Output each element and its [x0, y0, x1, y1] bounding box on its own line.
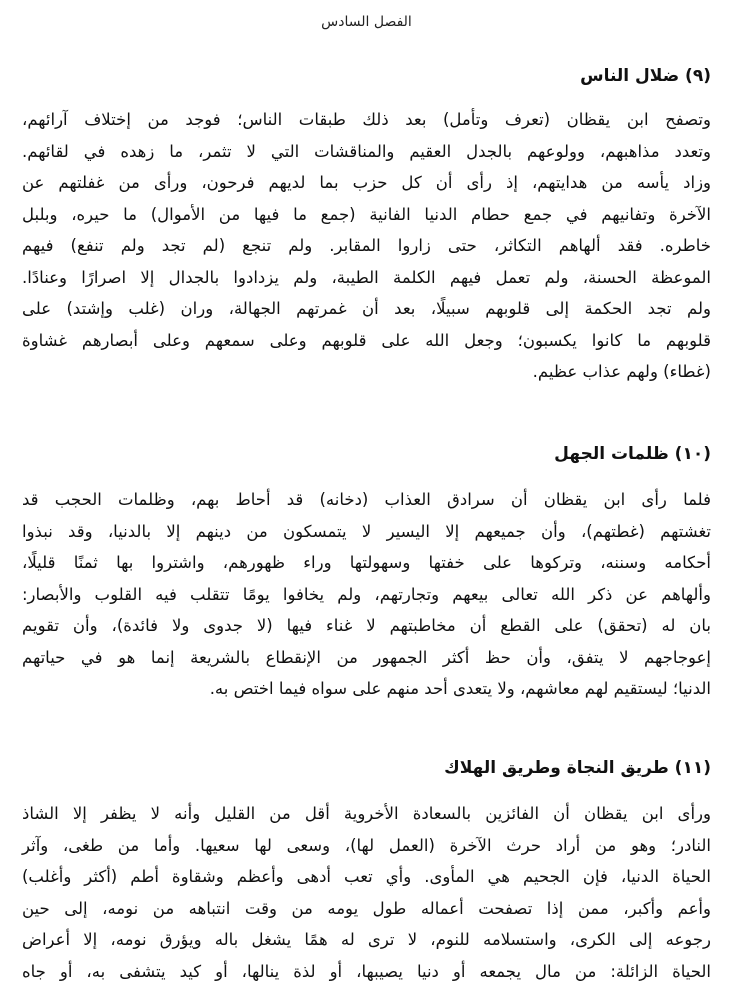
text-line: الدنيا؛ ليستقيم لهم معاشهم، ولا يتعدى أحد منهم على سواه فيما اختص به.: [209, 679, 711, 698]
section-heading: (١٠) ظلمات الجهل: [554, 444, 711, 464]
text-line: وألهاهم عن ذكر الله تعالى بيعهم وتجارتهم، ولم يخافوا يومًا تتقلب فيه القلوب والأبصار:: [22, 584, 711, 604]
text-line: أحكامه وسننه، وتركوها على خفتها وسهولتها وراء ظهورهم، واشتروا بها ثمنًا قليلًا،: [22, 553, 711, 572]
section-11: [22, 756, 711, 987]
text-line: تغشتهم (غطتهم)، وأن جميعهم إلا اليسير لا يتمسكون من دينهم إلا بالدنيا، وقد نبذوا: [22, 521, 711, 541]
text-line: ورأى ابن يقظان أن الفائزين بالسعادة الأخروية أقل من القليل وأنه لا يظفر إلا الشاذ: [22, 804, 711, 823]
text-line: الآخرة وتفانيهم في جمع حطام الدنيا الفانية (جمع ما فيها من الأموال) ما حيره، وبلبل: [22, 204, 711, 224]
section-body: [22, 484, 711, 705]
text-line: فلما رأى ابن يقظان أن سرادق العذاب (دخانه) قد أحاط بهم، وظلمات الحجب قد: [22, 490, 711, 509]
section-heading: (١١) طريق النجاة وطريق الهلاك: [444, 758, 711, 778]
text-line: خاطره. فقد ألهاهم التكاثر، حتى زاروا المقابر. ولم تنجع (لم تجد ولم تنفع) فيهم: [22, 236, 711, 255]
text-line: ولم تجد الحكمة إلى قلوبهم سبيلًا، بعد أن غمرتهم الجهالة، وران (غلب وإشتد) على: [22, 299, 711, 318]
text-line: رجوعه إلى الكرى، واستسلامه للنوم، لا ترى له همًا يشغل باله ويؤرق نومه، إلا أعراض: [22, 930, 711, 949]
text-line: بان له (تحقق) على القطع أن مخاطبتهم لا غناء فيها (لا جدوى ولا فائدة)، وأن تقويم: [22, 616, 711, 635]
running-header: الفصل السادس: [321, 14, 412, 30]
text-line: وزاد يأسه من هدايتهم، إذ رأى أن كل حزب بما لديهم فرحون، ورأى من غفلتهم عن: [22, 173, 711, 192]
section-body: [22, 104, 711, 388]
text-line: الحياة الدنيا، فإن الجحيم هي المأوى. وأي تعب أدهى وأعظم وشقاوة أطم (أكثر وأغلب): [22, 867, 711, 886]
section-9: [22, 64, 711, 388]
text-line: الحياة الزائلة: من مال يجمعه أو دنيا يصيبها، أو لذة ينالها، أو كيد يتشفى به، أو جاه: [22, 961, 711, 981]
text-line: (غطاء) ولهم عذاب عظيم.: [532, 362, 711, 381]
text-line: وتعدد مذاهبهم، وولوعهم بالجدل العقيم والمناقشات التي لا تثمر، ما زهده في لقائهم.: [22, 141, 711, 161]
text-line: إعوجاجهم لا يتفق، وأن حظ أكثر الجمهور من الإنقطاع بالشريعة إنما هو في حياتهم: [22, 647, 711, 667]
text-line: قلوبهم ما كانوا يكسبون؛ وجعل الله على قلوبهم وعلى سمعهم وعلى أبصارهم غشاوة: [22, 330, 711, 350]
section-body: [22, 798, 711, 987]
section-10: [22, 442, 711, 705]
section-heading: (٩) ضلال الناس: [580, 66, 711, 86]
text-line: وتصفح ابن يقظان (تعرف وتأمل) بعد ذلك طبقات الناس؛ فوجد من إختلاف آرائهم،: [22, 110, 711, 129]
text-line: النادر؛ وهو من أراد حرث الآخرة (العمل لها)، وسعى لها سعيها. وأما من طغى، وآثر: [22, 835, 711, 855]
text-line: وأعم وأكبر، ممن إذا تصفحت أعماله طول يومه من وقت انتباهه من نومه، إلى حين: [22, 898, 711, 918]
text-line: الموعظة الحسنة، ولم تعمل فيهم الكلمة الطيبة، ولم يزدادوا بالجدال إلا اصرارًا وعنادًا.: [22, 267, 711, 287]
